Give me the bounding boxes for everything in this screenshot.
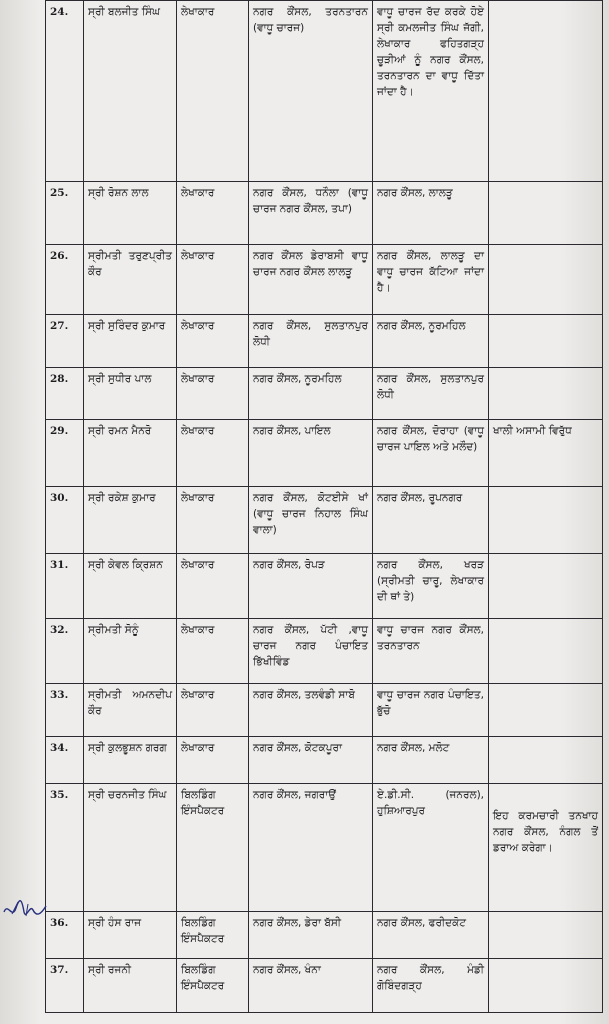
new-posting: ਨਗਰ ਕੌਂਸਲ, ਮਲੋਟ [373,737,489,784]
new-posting: ਵਾਧੂ ਚਾਰਜ ਨਗਰ ਪੰਚਾਇਤ, ਭੁੱਚੋ [373,684,489,737]
current-posting: ਨਗਰ ਕੌਂਸਲ, ਡੇਰਾ ਬੱਸੀ [249,912,373,959]
new-posting: ਨਗਰ ਕੌਂਸਲ, ਲਾਲੜੂ [373,182,489,245]
table-row [46,959,603,1013]
serial-number: 24. [46,1,84,182]
employee-post: ਲੇਖਾਕਾਰ [177,554,249,619]
employee-name: ਸ੍ਰੀ ਰੋਸ਼ਨ ਲਾਲ [84,182,177,245]
table-row [46,912,603,959]
employee-name: ਸ੍ਰੀ ਚਰਨਜੀਤ ਸਿੰਘ [84,784,177,912]
employee-post: ਲੇਖਾਕਾਰ [177,182,249,245]
remarks: ਖਾਲੀ ਅਸਾਮੀ ਵਿਰੁੱਧ [489,420,603,487]
current-posting: ਨਗਰ ਕੌਂਸਲ, ਕੋਟਈਸੇ ਖਾਂ (ਵਾਧੂ ਚਾਰਜ ਨਿਹਾਲ ਸਿੰਘ ਵਾਲਾ) [249,487,373,554]
table-row [46,554,603,619]
employee-name: ਸ੍ਰੀ ਸੁਰਿੰਦਰ ਕੁਮਾਰ [84,315,177,368]
table-row [46,368,603,420]
current-posting: ਨਗਰ ਕੌਂਸਲ, ਰੋਪੜ [249,554,373,619]
new-posting: ਨਗਰ ਕੌਂਸਲ, ਸੁਲਤਾਨਪੁਰ ਲੋਧੀ [373,368,489,420]
current-posting: ਨਗਰ ਕੌਂਸਲ, ਧਨੌਲਾ (ਵਾਧੂ ਚਾਰਜ ਨਗਰ ਕੌਂਸਲ, ਤਪਾ) [249,182,373,245]
serial-number: 26. [46,245,84,315]
serial-number: 29. [46,420,84,487]
current-posting: ਨਗਰ ਕੌਂਸਲ, ਨੂਰਮਹਿਲ [249,368,373,420]
remarks [489,912,603,959]
employee-post: ਲੇਖਾਕਾਰ [177,737,249,784]
employee-post: ਲੇਖਾਕਾਰ [177,245,249,315]
remarks [489,684,603,737]
remarks [489,368,603,420]
serial-number: 35. [46,784,84,912]
employee-post: ਬਿਲਡਿੰਗ ਇੰਸਪੈਕਟਰ [177,784,249,912]
new-posting: ਨਗਰ ਕੌਂਸਲ, ਨੂਰਮਹਿਲ [373,315,489,368]
serial-number: 31. [46,554,84,619]
employee-name: ਸ੍ਰੀ ਹੰਸ ਰਾਜ [84,912,177,959]
new-posting: ਏ.ਡੀ.ਸੀ. (ਜਨਰਲ), ਹੁਸ਼ਿਆਰਪੁਰ [373,784,489,912]
employee-post: ਲੇਖਾਕਾਰ [177,487,249,554]
serial-number: 32. [46,619,84,684]
serial-number: 28. [46,368,84,420]
new-posting: ਵਾਧੂ ਚਾਰਜ ਨਗਰ ਕੌਂਸਲ, ਤਰਨਤਾਰਨ [373,619,489,684]
employee-post: ਲੇਖਾਕਾਰ [177,315,249,368]
employee-name: ਸ੍ਰੀ ਕੇਵਲ ਕ੍ਰਿਸ਼ਨ [84,554,177,619]
new-posting: ਨਗਰ ਕੌਂਸਲ, ਲਾਲੜੂ ਦਾ ਵਾਧੂ ਚਾਰਜ ਕੱਟਿਆ ਜਾਂਦਾ ਹੈ। [373,245,489,315]
employee-name: ਸ੍ਰੀ ਰਮਨ ਮੈਨਰੋ [84,420,177,487]
serial-number: 34. [46,737,84,784]
table-row [46,182,603,245]
remarks [489,245,603,315]
remarks [489,959,603,1013]
serial-number: 30. [46,487,84,554]
remarks [489,1,603,182]
employee-name: ਸ੍ਰੀ ਸੁਧੀਰ ਪਾਲ [84,368,177,420]
remarks: ਇਹ ਕਰਮਚਾਰੀ ਤਨਖਾਹ ਨਗਰ ਕੌਂਸਲ, ਨੰਗਲ ਤੋਂ ਡਰਾਅ ਕਰੇਗਾ। [489,784,603,912]
employee-name: ਸ੍ਰੀ ਰਜਨੀ [84,959,177,1013]
table-row [46,684,603,737]
employee-post: ਬਿਲਡਿੰਗ ਇੰਸਪੈਕਟਰ [177,912,249,959]
new-posting: ਨਗਰ ਕੌਂਸਲ, ਦੋਰਾਹਾ (ਵਾਧੂ ਚਾਰਜ ਪਾਇਲ ਅਤੇ ਮਲੌਦ) [373,420,489,487]
employee-name: ਸ੍ਰੀਮਤੀ ਸੋਨੂੰ [84,619,177,684]
table-row [46,487,603,554]
employee-post: ਲੇਖਾਕਾਰ [177,619,249,684]
remarks [489,487,603,554]
table-row [46,784,603,912]
remarks [489,554,603,619]
table-row [46,737,603,784]
employee-post: ਲੇਖਾਕਾਰ [177,368,249,420]
transfer-table [45,0,603,1013]
current-posting: ਨਗਰ ਕੌਂਸਲ, ਖੰਨਾ [249,959,373,1013]
table-row [46,315,603,368]
current-posting: ਨਗਰ ਕੌਂਸਲ, ਪੱਟੀ ,ਵਾਧੂ ਚਾਰਜ ਨਗਰ ਪੰਚਾਇਤ ਭਿੱਖੀਵਿੰਡ [249,619,373,684]
current-posting: ਨਗਰ ਕੌਂਸਲ, ਸੁਲਤਾਨਪੁਰ ਲੋਧੀ [249,315,373,368]
employee-name: ਸ੍ਰੀ ਬਲਜੀਤ ਸਿੰਘ [84,1,177,182]
current-posting: ਨਗਰ ਕੌਂਸਲ, ਤਲਵੰਡੀ ਸਾਬੋ [249,684,373,737]
employee-name: ਸ੍ਰੀ ਕੁਲਭੂਸ਼ਨ ਗਰਗ [84,737,177,784]
new-posting: ਵਾਧੂ ਚਾਰਜ ਰੱਦ ਕਰਕੇ ਹੋਏ ਸ੍ਰੀ ਕਮਲਜੀਤ ਸਿੰਘ ਜੱਗੀ, ਲੇਖਾਕਾਰ ਫਹਿਤਗੜ੍ਹ ਚੂੜੀਆਂ ਨੂੰ ਨਗਰ ਕੌਂਸਲ, ਤਰਨਤਾਰਨ ਦਾ ਵਾਧੂ ਦਿੱਤਾ ਜਾਂਦਾ ਹੈ। [373,1,489,182]
employee-post: ਬਿਲਡਿੰਗ ਇੰਸਪੈਕਟਰ [177,959,249,1013]
employee-name: ਸ੍ਰੀਮਤੀ ਤਰੁਣਪ੍ਰੀਤ ਕੌਰ [84,245,177,315]
serial-number: 36. [46,912,84,959]
remarks [489,315,603,368]
new-posting: ਨਗਰ ਕੌਂਸਲ, ਫਰੀਦਕੋਟ [373,912,489,959]
serial-number: 25. [46,182,84,245]
remarks [489,737,603,784]
remarks [489,182,603,245]
employee-post: ਲੇਖਾਕਾਰ [177,420,249,487]
current-posting: ਨਗਰ ਕੌਂਸਲ, ਤਰਨਤਾਰਨ (ਵਾਧੂ ਚਾਰਜ) [249,1,373,182]
handwritten-signature [2,894,48,924]
new-posting: ਨਗਰ ਕੌਂਸਲ, ਖਰੜ (ਸ੍ਰੀਮਤੀ ਚਾਰੂ, ਲੇਖਾਕਾਰ ਦੀ ਥਾਂ ਤੇ) [373,554,489,619]
new-posting: ਨਗਰ ਕੌਂਸਲ, ਮੰਡੀ ਗੋਬਿੰਦਗੜ੍ਹ [373,959,489,1013]
current-posting: ਨਗਰ ਕੌਂਸਲ ਡੇਰਾਬਸੀ ਵਾਧੂ ਚਾਰਜ ਨਗਰ ਕੌਂਸਲ ਲਾਲੜੂ [249,245,373,315]
table-row [46,420,603,487]
current-posting: ਨਗਰ ਕੌਂਸਲ, ਜਗਰਾਉਂ [249,784,373,912]
serial-number: 27. [46,315,84,368]
current-posting: ਨਗਰ ਕੌਂਸਲ, ਪਾਇਲ [249,420,373,487]
employee-post: ਲੇਖਾਕਾਰ [177,1,249,182]
table-row [46,619,603,684]
employee-post: ਲੇਖਾਕਾਰ [177,684,249,737]
employee-name: ਸ੍ਰੀ ਰਕੇਸ਼ ਕੁਮਾਰ [84,487,177,554]
serial-number: 37. [46,959,84,1013]
current-posting: ਨਗਰ ਕੌਂਸਲ, ਕੋਟਕਪੂਰਾ [249,737,373,784]
remarks [489,619,603,684]
table-row [46,1,603,182]
employee-name: ਸ੍ਰੀਮਤੀ ਅਮਨਦੀਪ ਕੌਰ [84,684,177,737]
new-posting: ਨਗਰ ਕੌਂਸਲ, ਰੂਪਨਗਰ [373,487,489,554]
table-row [46,245,603,315]
serial-number: 33. [46,684,84,737]
